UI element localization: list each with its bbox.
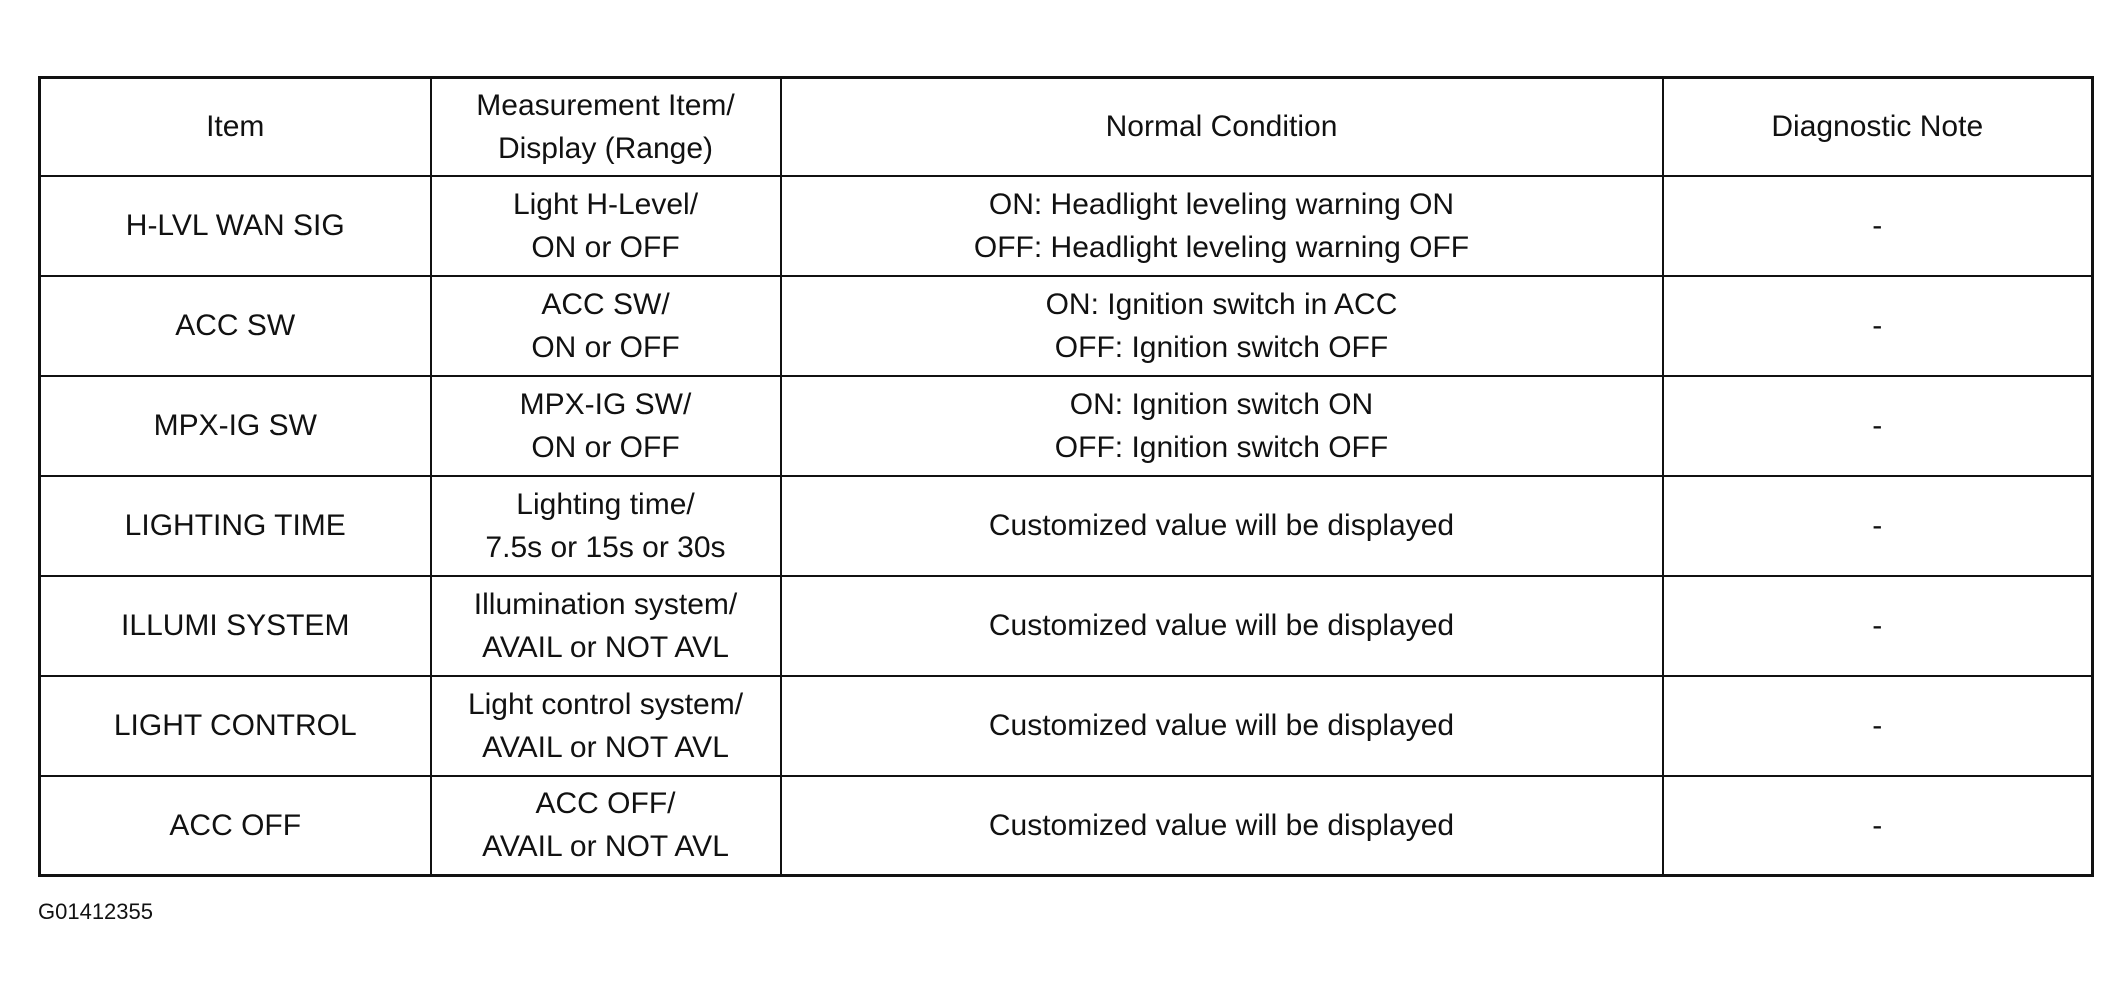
measurement-cell [431,176,781,276]
header-measurement-line2: Display (Range) [497,131,714,165]
measurement-line: Illumination system/ [473,587,738,621]
table-header-row [40,78,2093,176]
measurement-cell [431,776,781,876]
condition-line: OFF: Ignition switch OFF [1054,330,1389,364]
measurement-line: ON or OFF [531,330,680,364]
measurement-cell [431,276,781,376]
measurement-line: AVAIL or NOT AVL [482,630,729,664]
measurement-line: MPX-IG SW/ [519,387,692,421]
note-cell: - [1663,776,2093,876]
measurement-line: Light H-Level/ [512,187,699,221]
measurement-line: ACC OFF/ [535,787,676,821]
header-diagnostic-note: Diagnostic Note [1663,78,2093,176]
condition-cell [781,176,1663,276]
item-cell: LIGHT CONTROL [40,676,431,776]
table-row [40,576,2093,676]
condition-cell [781,276,1663,376]
condition-line: ON: Headlight leveling warning ON [988,187,1455,221]
condition-line: OFF: Ignition switch OFF [1054,430,1389,464]
note-cell: - [1663,376,2093,476]
header-item: Item [40,78,431,176]
item-cell: ILLUMI SYSTEM [40,576,431,676]
table-row [40,176,2093,276]
header-measurement-line1: Measurement Item/ [476,88,735,122]
condition-cell [781,576,1663,676]
condition-cell [781,376,1663,476]
item-cell: ACC OFF [40,776,431,876]
measurement-line: AVAIL or NOT AVL [482,830,729,864]
condition-line: Customized value will be displayed [988,709,1455,742]
condition-line: ON: Ignition switch ON [1069,387,1374,421]
header-normal-condition: Normal Condition [781,78,1663,176]
figure-id: G01412355 [38,899,153,924]
measurement-cell [431,476,781,576]
table-row [40,776,2093,876]
note-cell: - [1663,676,2093,776]
measurement-cell [431,376,781,476]
measurement-line: ACC SW/ [541,287,670,321]
measurement-line: Light control system/ [467,687,744,721]
condition-line: Customized value will be displayed [988,808,1455,842]
table-row [40,276,2093,376]
measurement-line: Lighting time/ [516,487,695,521]
condition-line: Customized value will be displayed [988,509,1455,542]
measurement-line: AVAIL or NOT AVL [482,730,729,764]
table-row [40,476,2093,576]
note-cell: - [1663,276,2093,376]
condition-cell [781,776,1663,876]
measurement-line: ON or OFF [531,230,680,264]
table-row [40,676,2093,776]
measurement-line: ON or OFF [531,430,680,464]
condition-cell [781,676,1663,776]
data-list-table [38,76,2094,877]
condition-line: ON: Ignition switch in ACC [1045,287,1398,321]
measurement-line: 7.5s or 15s or 30s [485,530,726,564]
item-cell: MPX-IG SW [40,376,431,476]
note-cell: - [1663,176,2093,276]
condition-line: Customized value will be displayed [988,609,1455,642]
data-list-sheet [38,76,2091,877]
measurement-cell [431,576,781,676]
item-cell: ACC SW [40,276,431,376]
condition-cell [781,476,1663,576]
header-measurement [431,78,781,176]
note-cell: - [1663,576,2093,676]
item-cell: H-LVL WAN SIG [40,176,431,276]
table-row [40,376,2093,476]
measurement-cell [431,676,781,776]
item-cell: LIGHTING TIME [40,476,431,576]
note-cell: - [1663,476,2093,576]
condition-line: OFF: Headlight leveling warning OFF [973,230,1470,264]
